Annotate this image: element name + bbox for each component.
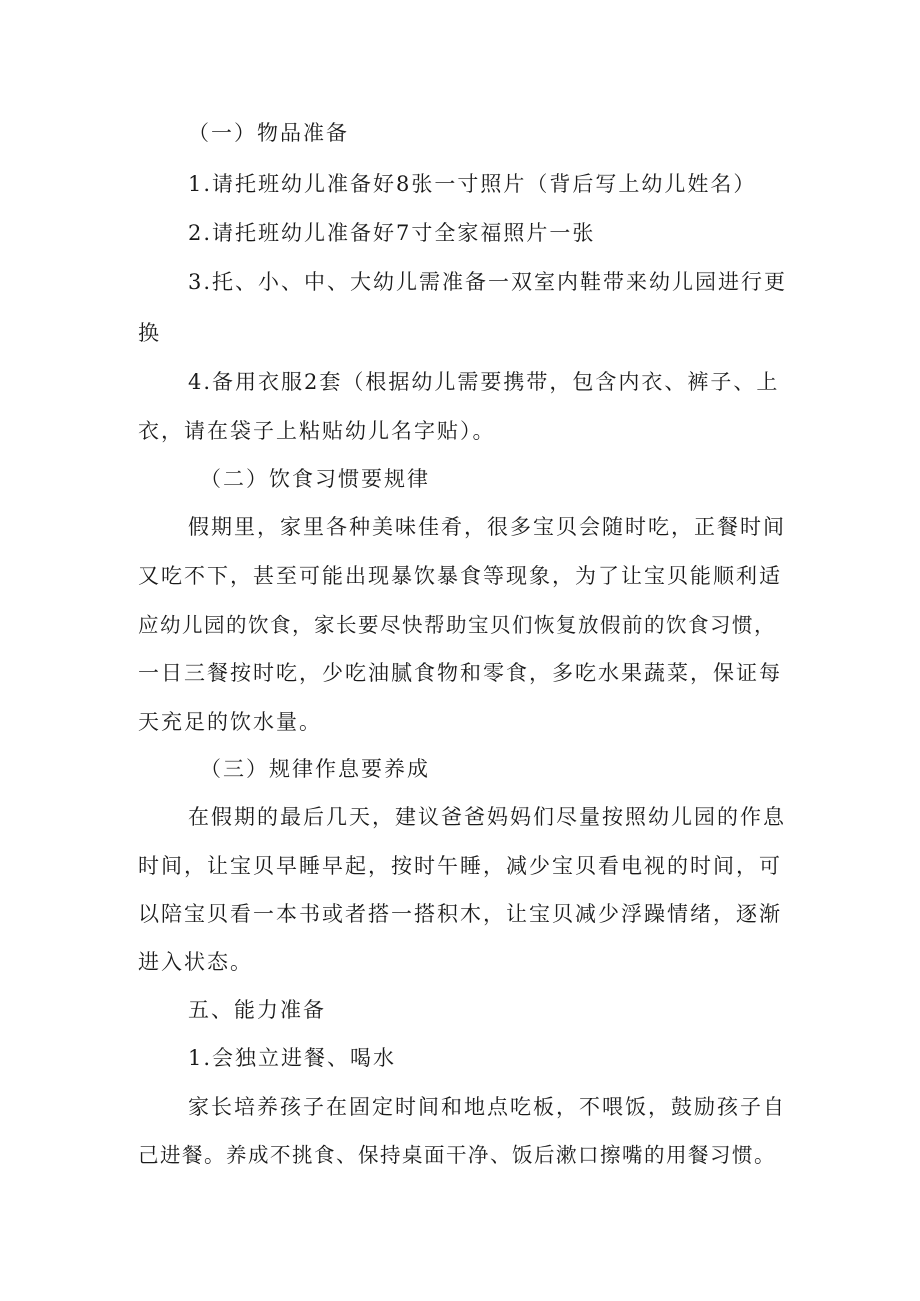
section3-line4: 进入状态。	[138, 950, 253, 974]
section5-line2: 己进餐。养成不挑食、保持桌面干净、饭后漱口擦嘴的用餐习惯。	[138, 1143, 776, 1167]
section1-item1: 1.请托班幼儿准备好8张一寸照片（背后写上幼儿姓名）	[188, 172, 757, 196]
section1-item3-line1: 3.托、小、中、大幼儿需准备一双室内鞋带来幼儿园进行更	[188, 270, 788, 294]
section3-line1: 在假期的最后几天，建议爸爸妈妈们尽量按照幼儿园的作息	[188, 805, 786, 829]
section2-line5: 天充足的饮水量。	[138, 710, 322, 734]
section3-line2: 时间，让宝贝早睡早起，按时午睡，减少宝贝看电视的时间，可	[138, 854, 782, 878]
section1-item2: 2.请托班幼儿准备好7寸全家福照片一张	[188, 221, 596, 245]
section2-line2: 又吃不下，甚至可能出现暴饮暴食等现象，为了让宝贝能顺利适	[138, 564, 782, 588]
section3-line3: 以陪宝贝看一本书或者搭一搭积木，让宝贝减少浮躁情绪，逐渐	[138, 902, 782, 926]
section2-line1: 假期里，家里各种美味佳肴，很多宝贝会随时吃，正餐时间	[188, 515, 786, 539]
section2-line3: 应幼儿园的饮食，家长要尽快帮助宝贝们恢复放假前的饮食习惯，	[138, 613, 776, 637]
section2-heading: （二）饮食习惯要规律	[200, 467, 430, 491]
section1-item3-line2: 换	[138, 321, 161, 345]
section1-item4-line2: 衣，请在袋子上粘贴幼儿名字贴）。	[138, 419, 496, 443]
section3-heading: （三）规律作息要养成	[200, 757, 430, 781]
section1-item4-line1: 4.备用衣服2套（根据幼儿需要携带，包含内衣、裤子、上	[188, 370, 780, 394]
section2-line4: 一日三餐按时吃，少吃油腻食物和零食，多吃水果蔬菜，保证每	[138, 661, 782, 685]
section5-heading: 五、能力准备	[188, 998, 326, 1022]
section1-heading: （一）物品准备	[188, 121, 349, 145]
section5-sub1: 1.会独立进餐、喝水	[188, 1046, 397, 1070]
section5-line1: 家长培养孩子在固定时间和地点吃板，不喂饭，鼓励孩子自	[188, 1095, 786, 1119]
